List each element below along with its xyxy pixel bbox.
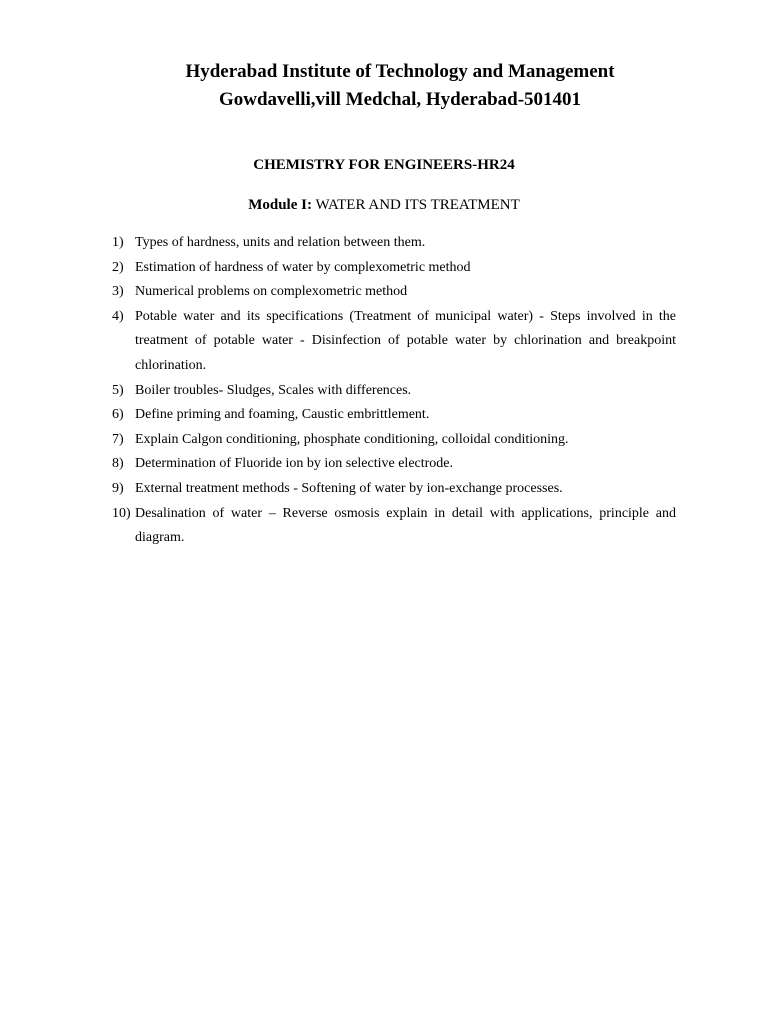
list-item [112,477,676,502]
module-prefix: Module I: [248,197,312,213]
list-item-number: 1) [112,235,124,250]
list-item-number: 6) [112,407,124,423]
institution-address: Gowdavelli,vill Medchal, Hyderabad-501401 [218,89,582,110]
list-item [112,428,676,453]
list-item-text: Explain Calgon conditioning, phosphate conditioning, colloidal conditioning. [135,431,569,447]
list-item [112,231,676,256]
list-item-text: Estimation of hardness of water by complexometric method [135,259,471,275]
list-item-text: Desalination of water – Reverse osmosis explain in detail with applications, principle and diagram. [135,505,676,546]
list-item-number: 5) [112,382,124,398]
list-item-text: Define priming and foaming, Caustic embrittlement. [135,407,430,423]
list-item [112,379,676,404]
list-item [112,256,676,281]
list-item-text: Determination of Fluoride ion by ion selective electrode. [135,456,454,472]
list-item-number: 3) [112,284,124,300]
list-item-number: 4) [112,308,124,324]
list-item [112,305,676,379]
list-item-number: 10) [112,505,131,521]
list-item-text: Boiler troubles- Sludges, Scales with differences. [135,382,412,398]
list-item-text: Numerical problems on complexometric method [135,284,408,300]
course-title: CHEMISTRY FOR ENGINEERS-HR24 [253,157,515,173]
list-item-number: 2) [112,259,124,275]
list-item [112,502,676,551]
list-item [112,280,676,305]
topic-list [112,231,676,551]
list-item-text: Potable water and its specifications (Treatment of municipal water) - Steps involved in the treatment of potable water - Disinfection of potable water by chlorination and breakpoint chlorination. [135,308,676,373]
module-title [0,195,768,215]
module-name: WATER AND ITS TREATMENT [315,197,520,213]
list-item-number: 9) [112,480,124,496]
list-item-text: Types of hardness, units and relation between them. [135,235,426,250]
list-item-number: 8) [112,456,124,472]
list-item [112,452,676,477]
list-item [112,403,676,428]
list-item-number: 7) [112,431,124,447]
list-item-text: External treatment methods - Softening of water by ion-exchange processes. [135,480,563,496]
institution-name: Hyderabad Institute of Technology and Management [185,61,615,82]
